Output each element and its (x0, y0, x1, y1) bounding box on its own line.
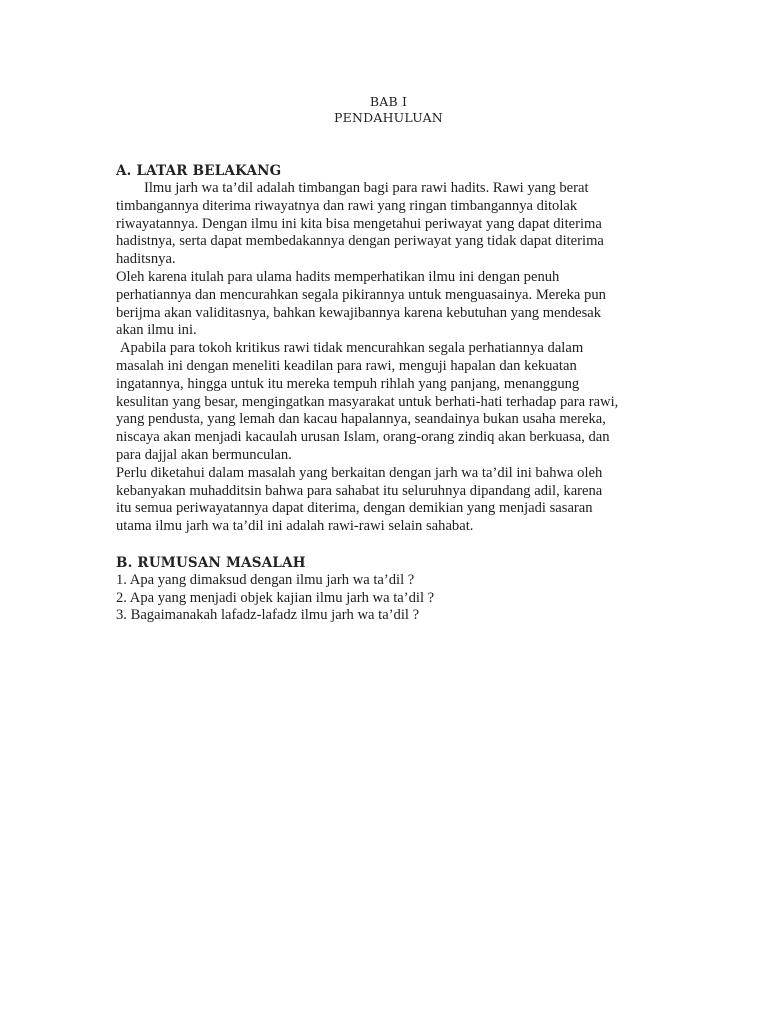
section-rumusan-masalah (116, 554, 676, 625)
paragraph-line: Perlu diketahui dalam masalah yang berkaitan dengan jarh wa ta’dil ini bahwa oleh (116, 464, 603, 481)
paragraph-line: para dajjal akan bermunculan. (116, 446, 292, 463)
paragraph-4 (116, 465, 676, 536)
paragraph-line: perhatiannya dan mencurahkan segala pikirannya untuk menguasainya. Mereka pun (116, 286, 606, 303)
paragraph-line: yang pendusta, yang lemah dan kacau hapalannya, seandainya bukan usaha mereka, (116, 411, 606, 428)
paragraph-line: hadistnya, serta dapat membedakannya dengan periwayat yang tidak dapat diterima (116, 233, 604, 250)
paragraph-line: Oleh karena itulah para ulama hadits memperhatikan ilmu ini dengan penuh (116, 268, 560, 285)
section-heading-a: A. LATAR BELAKANG (116, 163, 282, 179)
paragraph-line: akan ilmu ini. (116, 322, 197, 339)
paragraph-line: kebanyakan muhadditsin bahwa para sahabat itu seluruhnya dipandang adil, karena (116, 482, 603, 499)
section-heading-b: B. RUMUSAN MASALAH (116, 554, 306, 571)
chapter-title: PENDAHULUAN (334, 109, 443, 125)
paragraph-line: Apabila para tokoh kritikus rawi tidak mencurahkan segala perhatiannya dalam (120, 340, 584, 357)
paragraph-line: itu semua periwayatannya dapat diterima, dengan demikian yang menjadi sasaran (116, 500, 593, 517)
paragraph-line: riwayatannya. Dengan ilmu ini kita bisa mengetahui periwayat yang dapat diterima (116, 215, 602, 232)
question-item: 3. Bagaimanakah lafadz-lafadz ilmu jarh wa ta’dil ? (116, 607, 420, 624)
paragraph-line: timbangannya diterima riwayatnya dan rawi yang ringan timbangannya ditolak (116, 197, 578, 214)
question-item: 2. Apa yang menjadi objek kajian ilmu jarh wa ta’dil ? (116, 589, 435, 606)
paragraph-line: haditsnya. (116, 251, 176, 268)
paragraph-2 (116, 269, 676, 340)
section-latar-belakang (116, 162, 676, 536)
paragraph-line: masalah ini dengan meneliti keadilan para rawi, menguji hapalan dan kekuatan (116, 357, 577, 374)
document-body (116, 162, 676, 625)
paragraph-1 (116, 180, 676, 269)
paragraph-3 (116, 340, 676, 465)
paragraph-line: Ilmu jarh wa ta’dil adalah timbangan bagi para rawi hadits. Rawi yang berat (144, 180, 589, 196)
question-item: 1. Apa yang dimaksud dengan ilmu jarh wa ta’dil ? (116, 571, 415, 588)
paragraph-line: utama ilmu jarh wa ta’dil ini adalah rawi-rawi selain sahabat. (116, 518, 474, 535)
paragraph-line: berijma akan validitasnya, bahkan kewajibannya karena kebutuhan yang mendesak (116, 304, 602, 321)
chapter-number: BAB I (369, 94, 408, 109)
chapter-title-block (0, 94, 768, 125)
question-list (116, 572, 676, 625)
paragraph-line: niscaya akan menjadi kacaulah urusan Islam, orang-orang zindiq akan berkuasa, dan (116, 429, 610, 446)
paragraph-line: ingatannya, hingga untuk itu mereka tempuh rihlah yang panjang, menanggung (116, 375, 580, 392)
paragraph-line: kesulitan yang besar, mengingatkan masyarakat untuk berhati-hati terhadap para rawi, (116, 393, 619, 410)
